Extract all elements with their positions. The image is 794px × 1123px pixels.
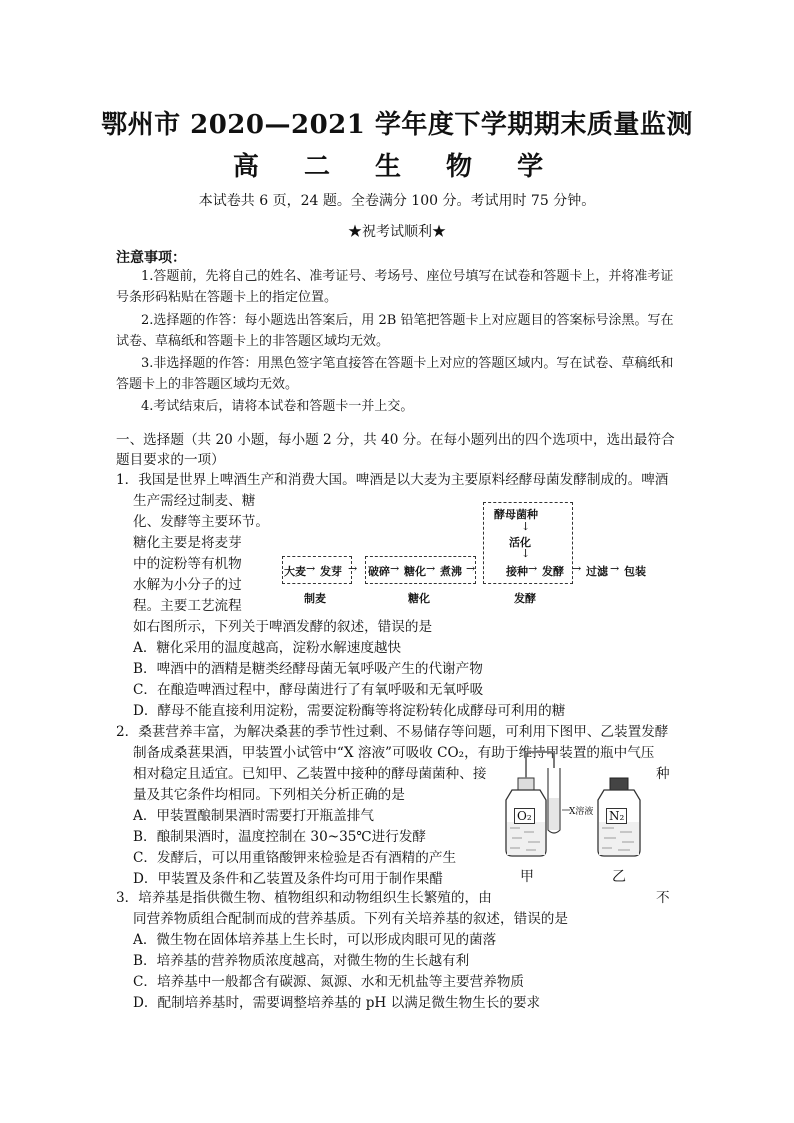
q1-stem: 程。主要工艺流程 bbox=[133, 598, 242, 614]
arrow-right-icon: → bbox=[528, 562, 538, 575]
test-tube-x-solution bbox=[548, 768, 560, 833]
note-item: 4.考试结束后，请将本试卷和答题卡一并上交。 bbox=[141, 399, 414, 414]
n2-label: N₂ bbox=[606, 808, 627, 824]
x-solution-label: X溶液 bbox=[569, 807, 594, 817]
note-item: 3.非选择题的作答：用黑色签字笔直接答在答题卡上对应的答题区域内。写在试卷、草稿纸和答题卡上的非答题区域均无效。 bbox=[116, 356, 674, 392]
note-item: 2.选择题的作答：每小题选出答案后，用 2B 铅笔把答题卡上对应题目的答案标号涂黑。写在试卷、草稿纸和答题卡上的非答题区域均无效。 bbox=[116, 313, 674, 349]
q1-stem: 中的淀粉等有机物 bbox=[133, 556, 242, 572]
q2-stem: 量及其它条件均相同。下列相关分析正确的是 bbox=[133, 787, 405, 803]
q3-stem: 不 bbox=[656, 890, 670, 906]
subject-title: 高 二 生 物 学 bbox=[232, 152, 562, 182]
fermentation-apparatus-figure bbox=[500, 738, 665, 888]
good-luck-line: ★祝考试顺利★ bbox=[348, 224, 446, 240]
arrow-right-icon: → bbox=[466, 562, 476, 575]
filter-label: 过滤 bbox=[586, 565, 608, 578]
q2-option-c: C．发酵后，可以用重铬酸钾来检验是否有酒精的产生 bbox=[133, 850, 457, 866]
section-heading-cont: 题目要求的一项） bbox=[116, 452, 225, 468]
arrow-right-icon: → bbox=[306, 562, 316, 575]
q2-option-b: B．酿制果酒时，温度控制在 30~35℃进行发酵 bbox=[133, 829, 427, 845]
q1-stem: 糖化主要是将麦芽 bbox=[133, 535, 242, 551]
q1-option-b: B．啤酒中的酒精是糖类经酵母菌无氧呼吸产生的代谢产物 bbox=[133, 661, 483, 677]
q1-stem: 如右图所示，下列关于啤酒发酵的叙述，错误的是 bbox=[133, 619, 433, 635]
q3-option-a: A．微生物在固体培养基上生长时，可以形成肉眼可见的菌落 bbox=[133, 932, 497, 948]
arrow-down-icon: ↓ bbox=[521, 547, 531, 560]
q3-option-b: B．培养基的营养物质浓度越高，对微生物的生长越有利 bbox=[133, 953, 470, 969]
arrow-right-icon: → bbox=[426, 562, 436, 575]
package-label: 包装 bbox=[624, 565, 646, 578]
q2-stem: 种 bbox=[656, 766, 670, 782]
stage-fermentation-label: 发酵 bbox=[514, 592, 536, 605]
arrow-right-icon: → bbox=[572, 562, 582, 575]
q3-option-c: C．培养基中一般都含有碳源、氮源、水和无机盐等主要营养物质 bbox=[133, 974, 525, 990]
label-yi: 乙 bbox=[612, 869, 626, 885]
q2-option-a: A．甲装置酿制果酒时需要打开瓶盖排气 bbox=[133, 808, 374, 824]
q3-stem: 同营养物质组合配制而成的营养基质。下列有关培养基的叙述，错误的是 bbox=[133, 911, 568, 927]
q2-stem: 制备成桑葚果酒，甲装置小试管中“X 溶液”可吸收 CO₂，有助于维持甲装置的瓶中气压 bbox=[133, 745, 655, 761]
q1-stem: 生产需经过制麦、糖 bbox=[133, 493, 256, 509]
q3-option-d: D．配制培养基时，需要调整培养基的 pH 以满足微生物生长的要求 bbox=[133, 995, 541, 1011]
arrow-right-icon: → bbox=[390, 562, 400, 575]
q1-option-c: C．在酿造啤酒过程中，酵母菌进行了有氧呼吸和无氧呼吸 bbox=[133, 682, 484, 698]
arrow-down-icon: ↓ bbox=[521, 520, 531, 533]
barley-label: 大麦 bbox=[284, 565, 306, 578]
o2-label: O₂ bbox=[514, 808, 535, 824]
arrow-right-icon: → bbox=[610, 562, 620, 575]
q1-stem: 化、发酵等主要环节。 bbox=[133, 514, 269, 530]
q2-stem: 相对稳定且适宜。已知甲、乙装置中接种的酵母菌菌种、接 bbox=[133, 766, 487, 782]
notes-title: 注意事项： bbox=[116, 250, 186, 266]
stage-saccharification-label: 糖化 bbox=[408, 592, 430, 605]
crush-label: 破碎 bbox=[368, 565, 390, 578]
sprout-label: 发芽 bbox=[320, 565, 342, 578]
q1-option-a: A．糖化采用的温度越高，淀粉水解速度越快 bbox=[133, 640, 402, 656]
stage-malting-label: 制麦 bbox=[304, 592, 326, 605]
q1-stem: 水解为小分子的过 bbox=[133, 577, 242, 593]
q1-option-d: D．酵母不能直接利用淀粉，需要淀粉酶等将淀粉转化成酵母可利用的糖 bbox=[133, 703, 566, 719]
inoculate-label: 接种 bbox=[506, 565, 528, 578]
yeast-strain-label: 酵母菌种 bbox=[494, 508, 538, 521]
note-item: 1.答题前，先将自己的姓名、准考证号、考场号、座位号填写在试卷和答题卡上，并将准考证号条形码粘贴在答题卡上的指定位置。 bbox=[116, 269, 674, 305]
exam-title: 鄂州市 2020—2021 学年度下学期期末质量监测 bbox=[101, 110, 693, 140]
q2-stem: 2．桑葚营养丰富，为解决桑葚的季节性过剩、不易储存等问题，可利用下图甲、乙装置发酵 bbox=[116, 724, 669, 740]
q2-option-d: D．甲装置及条件和乙装置及条件均可用于制作果醋 bbox=[133, 871, 443, 887]
exam-info: 本试卷共 6 页，24 题。全卷满分 100 分。考试用时 75 分钟。 bbox=[198, 193, 596, 209]
q1-stem: 1．我国是世界上啤酒生产和消费大国。啤酒是以大麦为主要原料经酵母菌发酵制成的。啤酒 bbox=[116, 472, 669, 488]
beer-process-diagram bbox=[280, 500, 660, 612]
arrow-right-icon: → bbox=[348, 562, 358, 575]
boil-label: 煮沸 bbox=[440, 565, 462, 578]
q3-stem: 3．培养基是指供微生物、植物组织和动物组织生长繁殖的，由 bbox=[116, 890, 492, 906]
activation-label: 活化 bbox=[509, 536, 531, 549]
ferment-label: 发酵 bbox=[542, 565, 564, 578]
label-jia: 甲 bbox=[520, 869, 534, 885]
section-heading: 一、选择题（共 20 小题，每小题 2 分，共 40 分。在每小题列出的四个选项中，选出最符合 bbox=[116, 432, 675, 448]
saccharify-label: 糖化 bbox=[404, 565, 426, 578]
